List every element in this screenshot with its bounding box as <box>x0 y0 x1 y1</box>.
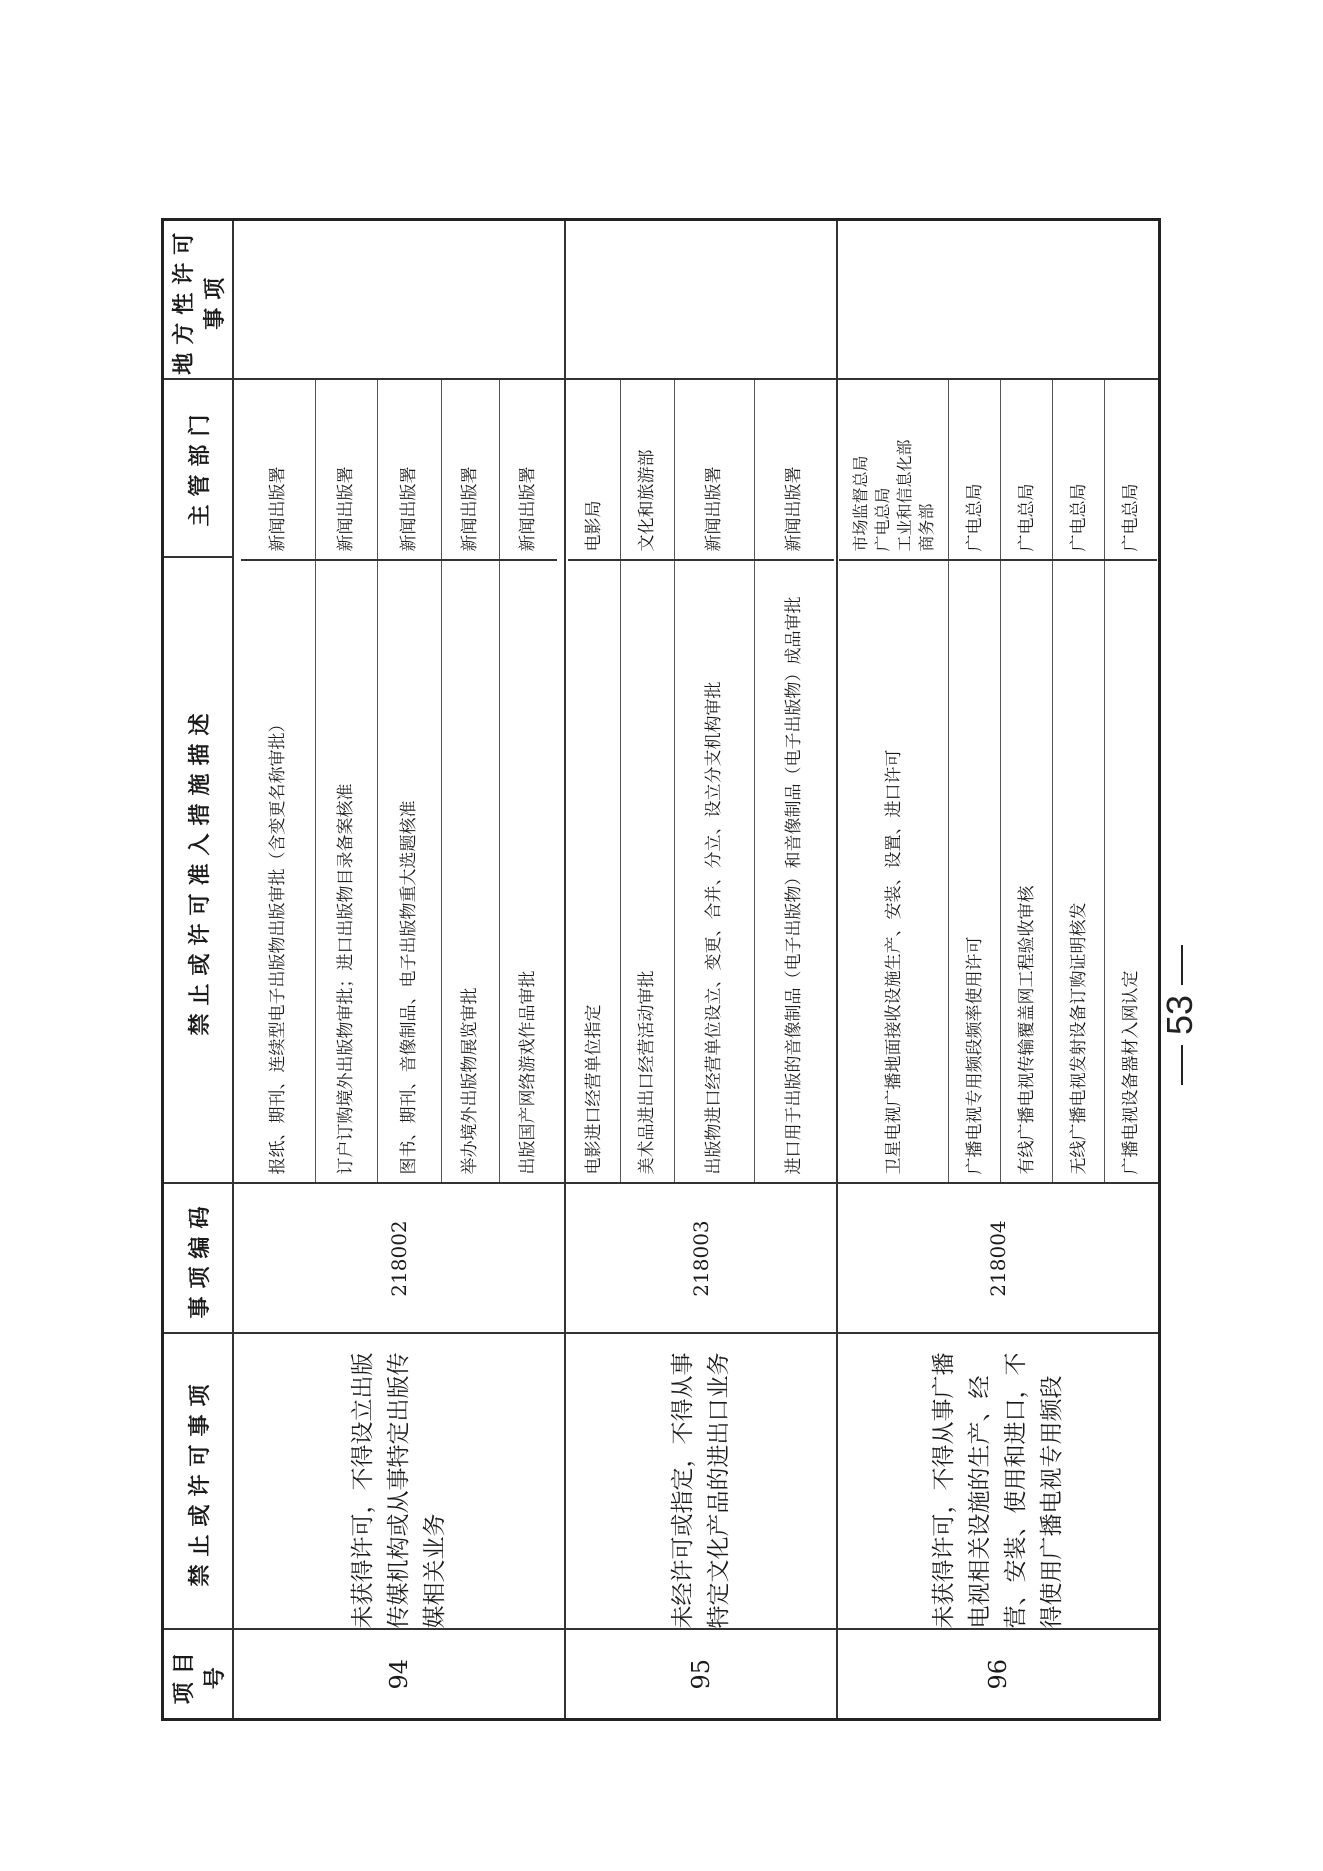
measure-dept: 文化和旅游部 <box>620 381 674 561</box>
table-row <box>233 220 565 1720</box>
table-header-row <box>163 220 234 1720</box>
measure-dept: 广电总局 <box>1053 381 1105 561</box>
measure-desc: 电影进口经营单位指定 <box>568 561 620 1183</box>
measure-desc: 卫星电视广播地面接收设施生产、安装、设置、进口许可 <box>839 561 949 1183</box>
measure-desc: 报纸、期刊、连续型电子出版物出版审批（含变更名称审批） <box>241 561 315 1183</box>
header-measure-dept <box>163 380 234 1184</box>
measure-dept: 广电总局 <box>1105 381 1157 561</box>
row-measures <box>565 380 837 1184</box>
page-number: 53 <box>1159 994 1200 1036</box>
row-code: 218003 <box>565 1184 837 1334</box>
measure-dept: 新闻出版署 <box>241 381 315 561</box>
measure-dept: 广电总局 <box>1001 381 1053 561</box>
row-measures <box>233 380 565 1184</box>
measure-desc: 广播电视专用频段频率使用许可 <box>949 561 1001 1183</box>
row-code: 218004 <box>837 1184 1160 1334</box>
measure-desc: 出版物进口经营单位设立、变更、合并、分立、设立分支机构审批 <box>674 561 754 1183</box>
row-measures <box>837 380 1160 1184</box>
row-local <box>565 220 837 380</box>
row-item: 未获得许可，不得从事广播电视相关设施的生产、经营、安装、使用和进口，不得使用广播电视专用频段 <box>837 1334 1160 1630</box>
row-local <box>837 220 1160 380</box>
measure-desc: 美术品进出口经营活动审批 <box>620 561 674 1183</box>
row-item: 未经许可或指定，不得从事特定文化产品的进出口业务 <box>565 1334 837 1630</box>
measure-desc: 图书、期刊、音像制品、电子出版物重大选题核准 <box>377 561 441 1183</box>
measure-dept: 新闻出版署 <box>754 381 834 561</box>
permit-table <box>161 218 1161 1721</box>
measure-dept: 广电总局 <box>949 381 1001 561</box>
header-serial: 项目号 <box>163 1630 234 1720</box>
header-item: 禁止或许可事项 <box>163 1334 234 1630</box>
row-local <box>233 220 565 380</box>
dash-right <box>1181 945 1183 985</box>
row-code: 218002 <box>233 1184 565 1334</box>
measure-desc: 有线广播电视传输覆盖网工程验收审核 <box>1001 561 1053 1183</box>
measure-desc: 无线广播电视发射设备订购证明核发 <box>1053 561 1105 1183</box>
measure-dept: 广电总局 <box>872 487 892 552</box>
header-local: 地方性许可事项 <box>163 220 234 380</box>
row-serial: 96 <box>837 1630 1160 1720</box>
dash-left <box>1181 1045 1183 1085</box>
rotated-page-content <box>161 221 1161 1721</box>
table-row <box>837 220 1160 1720</box>
measure-dept: 电影局 <box>568 381 620 561</box>
measure-dept: 新闻出版署 <box>377 381 441 561</box>
measure-dept: 新闻出版署 <box>315 381 377 561</box>
header-dept: 主管部门 <box>164 377 232 558</box>
measure-desc: 举办境外出版物展览审批 <box>441 561 499 1183</box>
measure-dept: 工业和信息化部 <box>894 439 914 552</box>
row-item: 未获得许可，不得设立出版传媒机构或从事特定出版传媒相关业务 <box>233 1334 565 1630</box>
page-number-area <box>1150 900 1210 1130</box>
header-code: 事项编码 <box>163 1184 234 1334</box>
header-measure: 禁止或许可准入措施描述 <box>186 705 213 1036</box>
measure-desc: 订户订购境外出版物审批；进口出版物目录备案核准 <box>315 561 377 1183</box>
measure-dept: 新闻出版署 <box>499 381 557 561</box>
page-number-rotated <box>1150 900 1210 1130</box>
row-serial: 94 <box>233 1630 565 1720</box>
measure-dept-list <box>839 381 949 561</box>
row-serial: 95 <box>565 1630 837 1720</box>
measure-dept: 市场监督总局 <box>850 455 870 552</box>
measure-desc: 广播电视设备器材入网认定 <box>1121 970 1142 1175</box>
table-row <box>565 220 837 1720</box>
measure-dept: 商务部 <box>916 503 936 552</box>
measure-desc: 进口用于出版的音像制品（电子出版物）和音像制品（电子出版物）成品审批 <box>784 596 805 1175</box>
measure-dept: 新闻出版署 <box>441 381 499 561</box>
measure-dept: 新闻出版署 <box>674 381 754 561</box>
measure-desc: 出版国产网络游戏作品审批 <box>518 970 539 1175</box>
